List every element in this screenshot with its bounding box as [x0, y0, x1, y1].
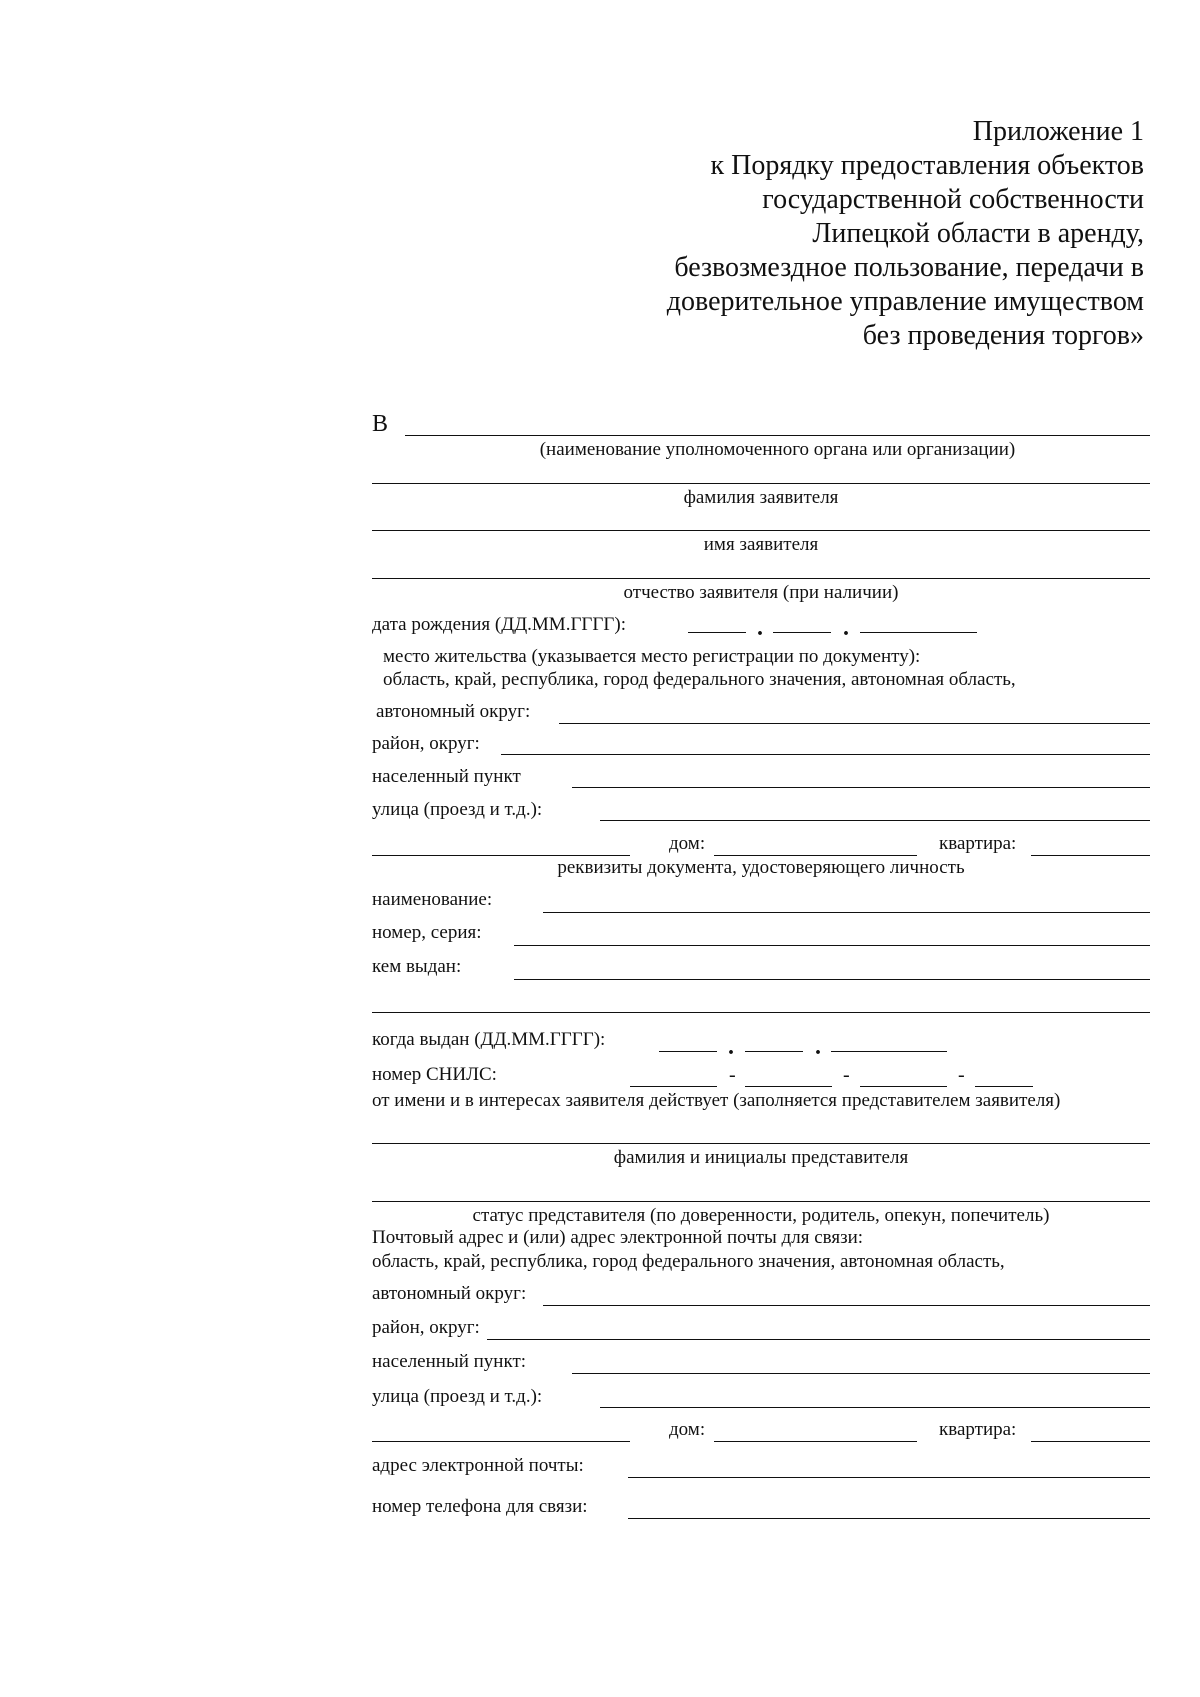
- phone-label: номер телефона для связи:: [372, 1496, 588, 1517]
- region-label-2: область, край, республика, город федерального значения, автономная область,: [372, 1251, 1005, 1272]
- house-field[interactable]: [714, 855, 917, 856]
- snils-part-1-field[interactable]: [630, 1086, 717, 1087]
- id-doc-caption: реквизиты документа, удостоверяющего личность: [557, 857, 965, 878]
- snils-part-4-field[interactable]: [975, 1086, 1033, 1087]
- street-label: улица (проезд и т.д.):: [372, 799, 543, 820]
- region-label: область, край, республика, город федерального значения, автономная область,: [383, 669, 1016, 690]
- issued-by-continuation-field[interactable]: [372, 1012, 1150, 1013]
- house-label: дом:: [669, 833, 706, 854]
- issued-by-field[interactable]: [514, 979, 1150, 980]
- house-label-2: дом:: [669, 1419, 706, 1440]
- birth-month-field[interactable]: [773, 632, 831, 633]
- birth-date-label: дата рождения (ДД.ММ.ГГГГ):: [372, 614, 626, 635]
- street-continuation-field-2[interactable]: [372, 1441, 630, 1442]
- autonomous-okrug-label: автономный округ:: [376, 701, 531, 722]
- doc-name-field[interactable]: [543, 912, 1150, 913]
- apartment-field[interactable]: [1031, 855, 1150, 856]
- caption-rep-name: фамилия и инициалы представителя: [613, 1147, 909, 1168]
- settlement-label-2: населенный пункт:: [372, 1351, 527, 1372]
- email-label: адрес электронной почты:: [372, 1455, 584, 1476]
- caption-surname: фамилия заявителя: [683, 487, 839, 508]
- issue-year-field[interactable]: [831, 1051, 947, 1052]
- autonomous-okrug-label-2: автономный округ:: [372, 1283, 527, 1304]
- snils-label: номер СНИЛС:: [372, 1064, 497, 1085]
- issue-dot-2: .: [815, 1034, 821, 1060]
- header-line-5: безвозмездное пользование, передачи в: [674, 252, 1144, 283]
- district-field[interactable]: [501, 754, 1150, 755]
- rep-status-field[interactable]: [372, 1201, 1150, 1202]
- rep-name-field[interactable]: [372, 1143, 1150, 1144]
- snils-dash-1: -: [729, 1064, 736, 1086]
- apartment-label: квартира:: [939, 833, 1017, 854]
- residence-label: место жительства (указывается место регистрации по документу):: [383, 646, 921, 667]
- header-line-6: доверительное управление имуществом: [666, 286, 1144, 317]
- header-line-7: без проведения торгов»: [862, 320, 1144, 351]
- caption-rep-status: статус представителя (по доверенности, родитель, опекун, попечитель): [472, 1205, 1050, 1226]
- phone-field[interactable]: [628, 1518, 1150, 1519]
- snils-part-3-field[interactable]: [860, 1086, 947, 1087]
- autonomous-okrug-field-2[interactable]: [543, 1305, 1150, 1306]
- birth-dot-2: .: [843, 615, 849, 641]
- doc-number-field[interactable]: [514, 945, 1150, 946]
- apartment-field-2[interactable]: [1031, 1441, 1150, 1442]
- appendix-header: [667, 115, 1144, 353]
- district-label-2: район, округ:: [372, 1317, 480, 1338]
- district-field-2[interactable]: [487, 1339, 1150, 1340]
- postal-label: Почтовый адрес и (или) адрес электронной почты для связи:: [372, 1227, 864, 1248]
- settlement-field-2[interactable]: [572, 1373, 1150, 1374]
- settlement-label: населенный пункт: [372, 766, 521, 787]
- header-line-3: государственной собственности: [762, 184, 1144, 215]
- header-line-1: Приложение 1: [972, 116, 1144, 147]
- house-field-2[interactable]: [714, 1441, 917, 1442]
- street-continuation-field[interactable]: [372, 855, 630, 856]
- name-field[interactable]: [372, 530, 1150, 531]
- birth-year-field[interactable]: [860, 632, 977, 633]
- street-field[interactable]: [600, 820, 1150, 821]
- issue-day-field[interactable]: [659, 1051, 717, 1052]
- issue-dot-1: .: [728, 1034, 734, 1060]
- snils-dash-3: -: [958, 1064, 965, 1086]
- street-field-2[interactable]: [600, 1407, 1150, 1408]
- apartment-label-2: квартира:: [939, 1419, 1017, 1440]
- caption-name: имя заявителя: [703, 534, 819, 555]
- district-label: район, округ:: [372, 733, 480, 754]
- birth-dot-1: .: [757, 615, 763, 641]
- doc-number-label: номер, серия:: [372, 922, 482, 943]
- issue-date-label: когда выдан (ДД.ММ.ГГГГ):: [372, 1029, 606, 1050]
- birth-day-field[interactable]: [688, 632, 746, 633]
- snils-part-2-field[interactable]: [745, 1086, 832, 1087]
- surname-field[interactable]: [372, 483, 1150, 484]
- patronymic-field[interactable]: [372, 578, 1150, 579]
- autonomous-okrug-field[interactable]: [559, 723, 1150, 724]
- on-behalf-label: от имени и в интересах заявителя действует (заполняется представителем заявителя): [372, 1090, 1061, 1111]
- email-field[interactable]: [628, 1477, 1150, 1478]
- authority-field[interactable]: [405, 435, 1150, 436]
- issue-month-field[interactable]: [745, 1051, 803, 1052]
- issued-by-label: кем выдан:: [372, 956, 462, 977]
- snils-dash-2: -: [843, 1064, 850, 1086]
- caption-org: (наименование уполномоченного органа или организации): [539, 439, 1016, 460]
- settlement-field[interactable]: [572, 787, 1150, 788]
- header-line-2: к Порядку предоставления объектов: [710, 150, 1144, 181]
- street-label-2: улица (проезд и т.д.):: [372, 1386, 543, 1407]
- doc-name-label: наименование:: [372, 889, 493, 910]
- header-line-4: Липецкой области в аренду,: [812, 218, 1144, 249]
- caption-patronymic: отчество заявителя (при наличии): [623, 582, 899, 603]
- to-prefix: В: [372, 411, 389, 437]
